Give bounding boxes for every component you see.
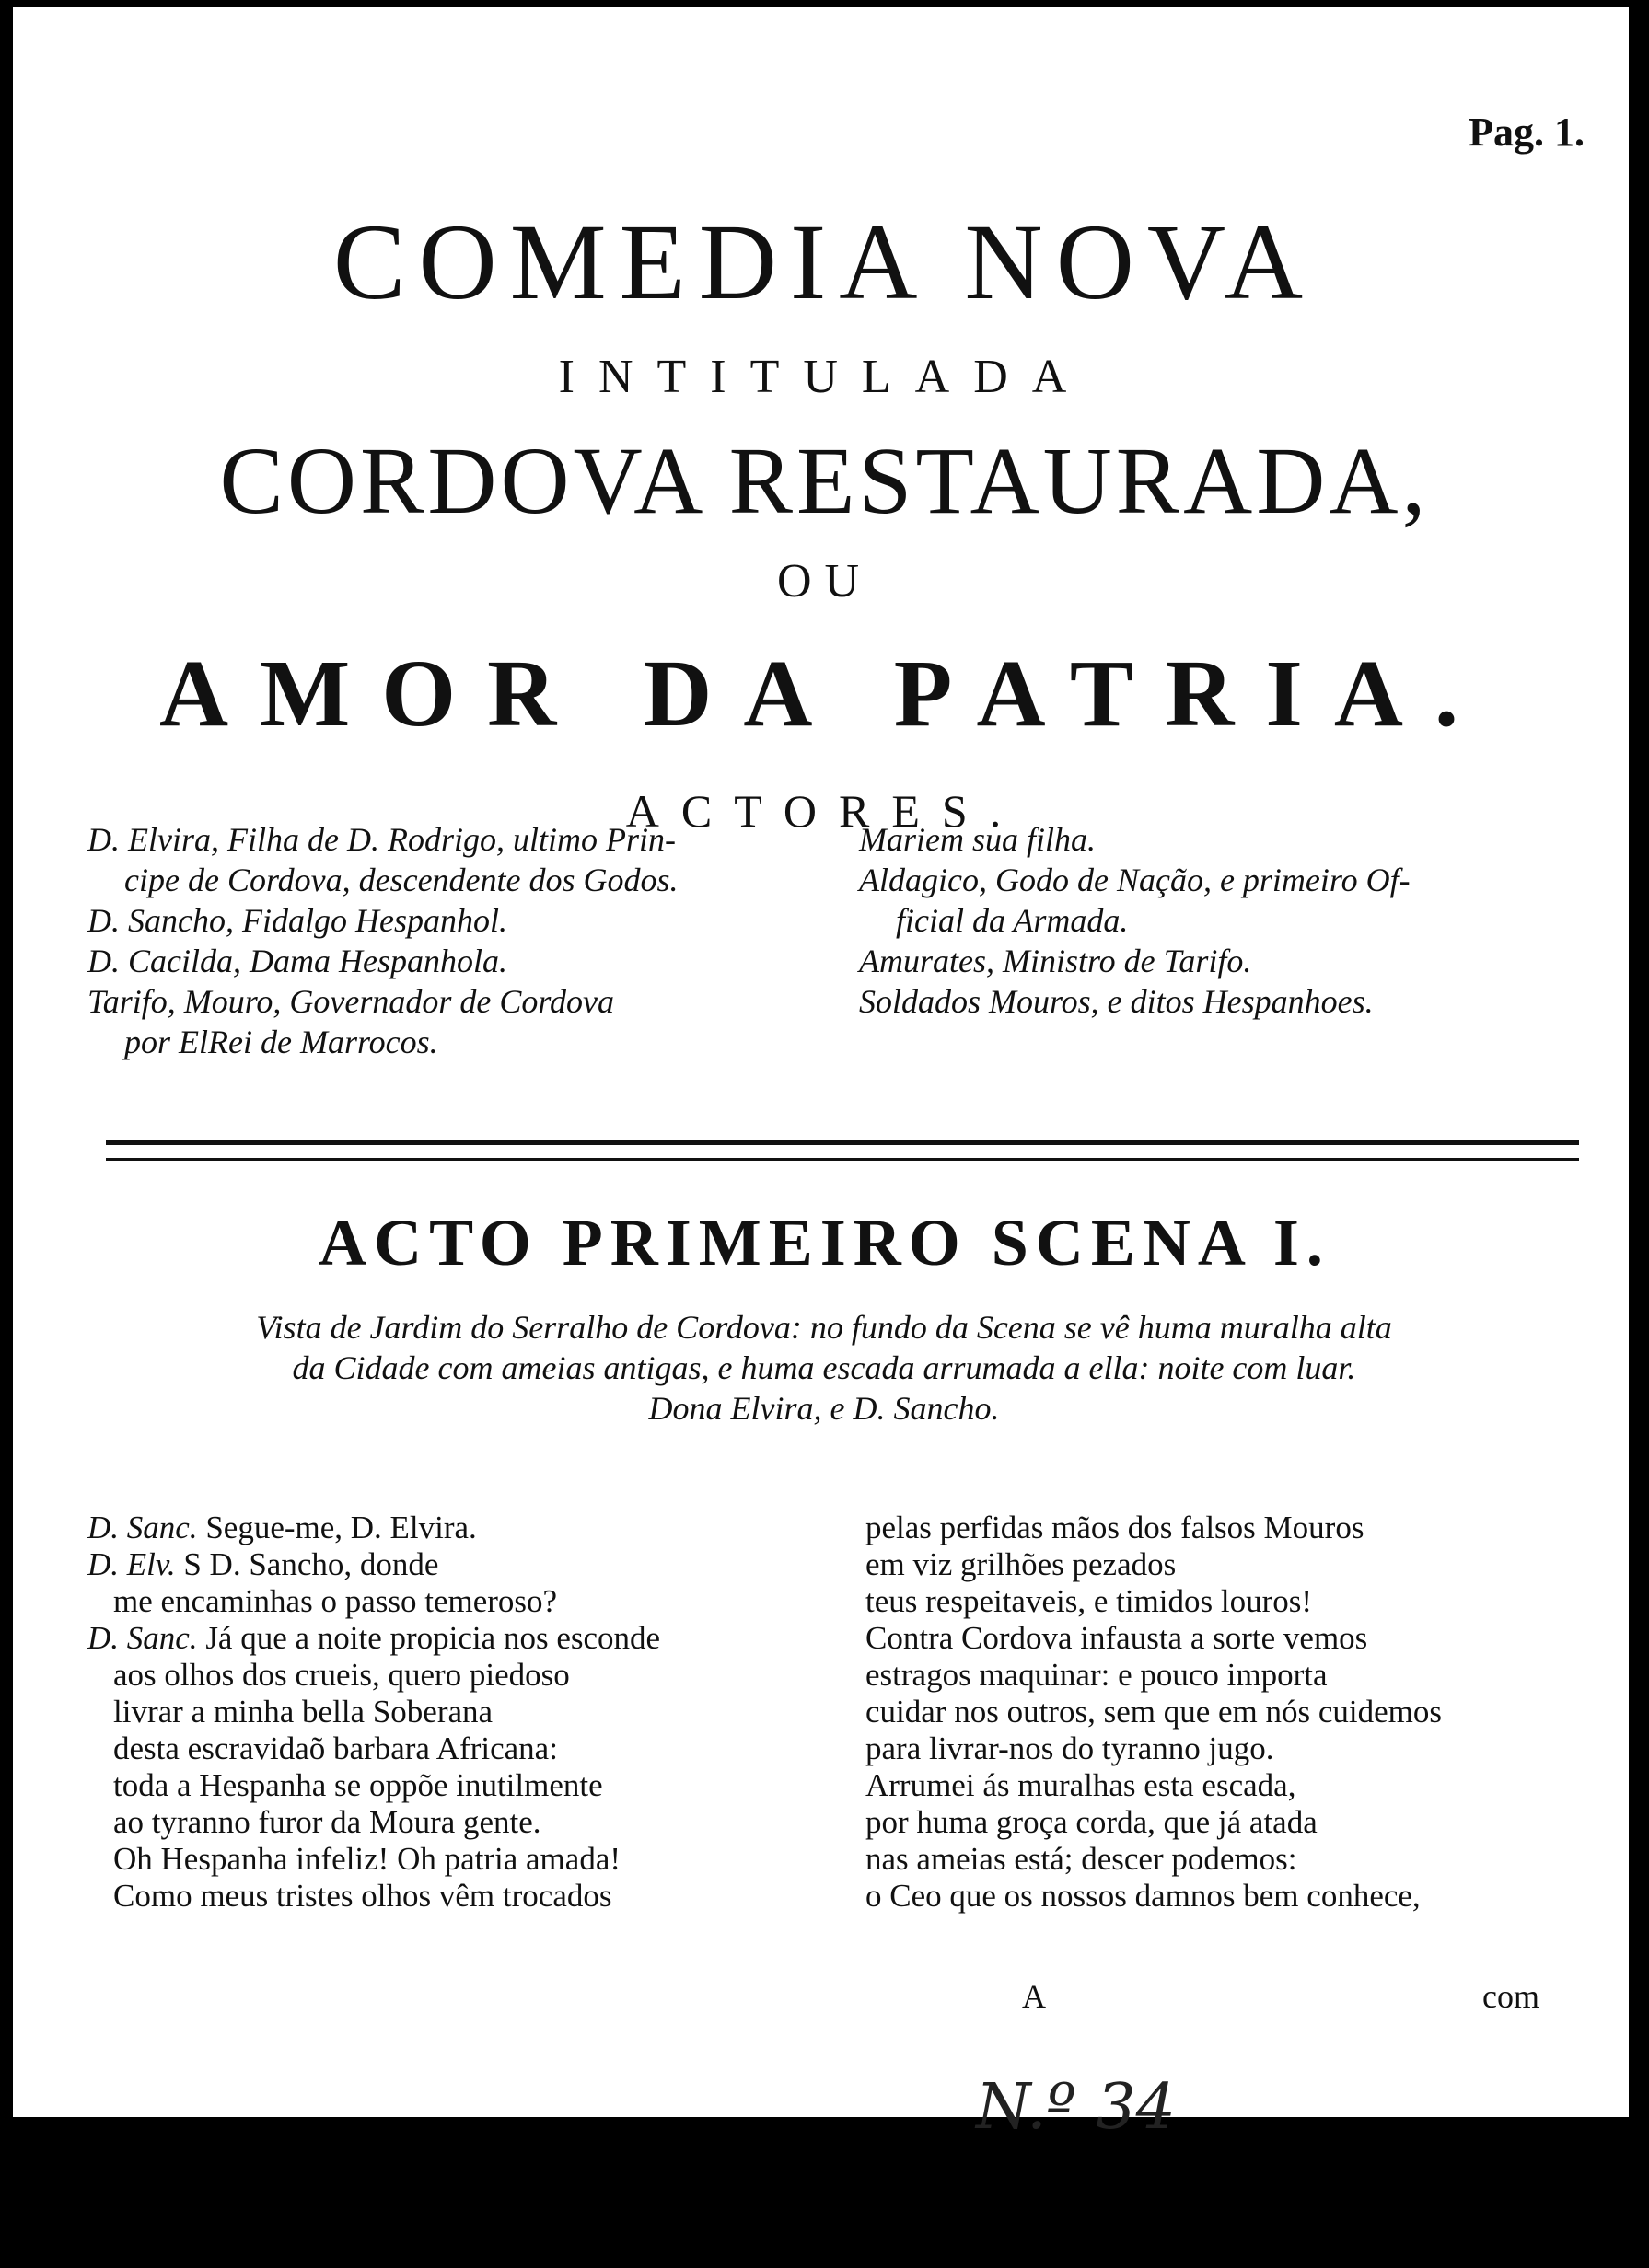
cast-entry (87, 941, 842, 981)
stage-direction (87, 1307, 1561, 1429)
cast-entry (859, 981, 1596, 1022)
cast-column-left (87, 819, 842, 1062)
verse-text: ao tyranno furor da Moura gente. (113, 1804, 541, 1840)
scan-bottom-band (0, 2117, 1649, 2268)
cast-entry (87, 900, 842, 941)
title-block (0, 193, 1649, 843)
speaker-label: D. Sanc. (87, 1620, 198, 1656)
cast-entry-main: Mariem sua filha. (859, 821, 1096, 858)
verse-line: estragos maquinar: e pouco importa (865, 1657, 1328, 1693)
verse-text: S D. Sancho, donde (183, 1546, 439, 1582)
title-line-5: AMOR DA PATRIA. (159, 641, 1490, 746)
title-line-2: INTITULADA (558, 351, 1091, 403)
verse-line: teus respeitaveis, e timidos louros! (865, 1583, 1313, 1619)
scan-top-edge (0, 0, 1649, 7)
stage-direction-line-1: Vista de Jardim do Serralho de Cordova: no fundo da Scena se vê huma muralha alta (256, 1309, 1392, 1346)
verse-text: Como meus tristes olhos vêm trocados (113, 1878, 612, 1914)
stage-direction-line-3: Dona Elvira, e D. Sancho. (648, 1390, 1000, 1427)
cast-entry (87, 819, 842, 900)
ornamental-rule (106, 1140, 1579, 1161)
catchword: com (1482, 1978, 1539, 2015)
speaker-label: D. Elv. (87, 1546, 176, 1582)
verse-line (87, 1878, 842, 1915)
verse-line: para livrar-nos do tyranno jugo. (865, 1730, 1274, 1766)
cast-entry-main: D. Elvira, Filha de D. Rodrigo, ultimo Prin- (87, 821, 676, 858)
verse-line (87, 1767, 842, 1804)
verse-line (87, 1583, 842, 1620)
verse-line (87, 1657, 842, 1694)
verse-text: toda a Hespanha se oppõe inutilmente (113, 1767, 603, 1803)
verse-line (87, 1730, 842, 1767)
cast-column-right (859, 819, 1596, 1022)
cast-entry (859, 941, 1596, 981)
cast-entry-continuation: cipe de Cordova, descendente dos Godos. (124, 862, 679, 898)
cast-entry-main: Tarifo, Mouro, Governador de Cordova (87, 983, 615, 1020)
cast-entry-main: D. Cacilda, Dama Hespanhola. (87, 943, 507, 979)
verse-line (87, 1546, 842, 1583)
verse-text: Segue-me, D. Elvira. (205, 1510, 477, 1545)
verse-column-left (87, 1510, 842, 1915)
verse-line: nas ameias está; descer podemos: (865, 1841, 1297, 1877)
verse-text: me encaminhas o passo temeroso? (113, 1583, 558, 1619)
handwritten-note: N.º 34 (976, 2071, 1176, 2144)
title-line-4: OU (776, 555, 873, 608)
verse-line (87, 1620, 842, 1657)
stage-direction-line-2: da Cidade com ameias antigas, e huma escada arrumada a ella: noite com luar. (292, 1349, 1356, 1386)
verse-text: Já que a noite propicia nos esconde (205, 1620, 661, 1656)
verse-line: por huma groça corda, que já atada (865, 1804, 1318, 1840)
verse-text: livrar a minha bella Soberana (113, 1694, 494, 1730)
actors-heading: ACTORES. (625, 785, 1024, 837)
cast-entry-continuation: por ElRei de Marrocos. (124, 1024, 438, 1060)
verse-line (87, 1804, 842, 1841)
act-title: ACTO PRIMEIRO SCENA I. (319, 1206, 1330, 1279)
verse-line: o Ceo que os nossos damnos bem conhece, (865, 1878, 1421, 1914)
verse-line (87, 1510, 842, 1546)
signature-mark: A (1022, 1978, 1046, 2015)
cast-entry (87, 981, 842, 1062)
verse-text: aos olhos dos crueis, quero piedoso (113, 1657, 570, 1693)
verse-line: Contra Cordova infausta a sorte vemos (865, 1620, 1368, 1656)
verse-line (87, 1841, 842, 1878)
cast-entry-main: Amurates, Ministro de Tarifo. (859, 943, 1252, 979)
title-line-1: COMEDIA NOVA (332, 202, 1317, 322)
title-line-3: CORDOVA RESTAURADA, (219, 428, 1430, 534)
cast-entry-continuation: ficial da Armada. (896, 902, 1129, 939)
verse-line: cuidar nos outros, sem que em nós cuidemos (865, 1694, 1443, 1730)
verse-column-right (865, 1510, 1584, 1915)
cast-entry-main: D. Sancho, Fidalgo Hespanhol. (87, 902, 507, 939)
cast-entry-main: Soldados Mouros, e ditos Hespanhoes. (859, 983, 1374, 1020)
verse-line: pelas perfidas mãos dos falsos Mouros (865, 1510, 1364, 1545)
verse-text: desta escravidaõ barbara Africana: (113, 1730, 558, 1766)
page-number: Pag. 1. (1469, 110, 1585, 155)
verse-line (87, 1694, 842, 1730)
cast-entry (859, 860, 1596, 941)
verse-line: Arrumei ás muralhas esta escada, (865, 1767, 1296, 1803)
cast-entry (859, 819, 1596, 860)
verse-text: Oh Hespanha infeliz! Oh patria amada! (113, 1841, 621, 1877)
verse-line: em viz grilhões pezados (865, 1546, 1177, 1582)
cast-entry-main: Aldagico, Godo de Nação, e primeiro Of- (859, 862, 1411, 898)
speaker-label: D. Sanc. (87, 1510, 198, 1545)
